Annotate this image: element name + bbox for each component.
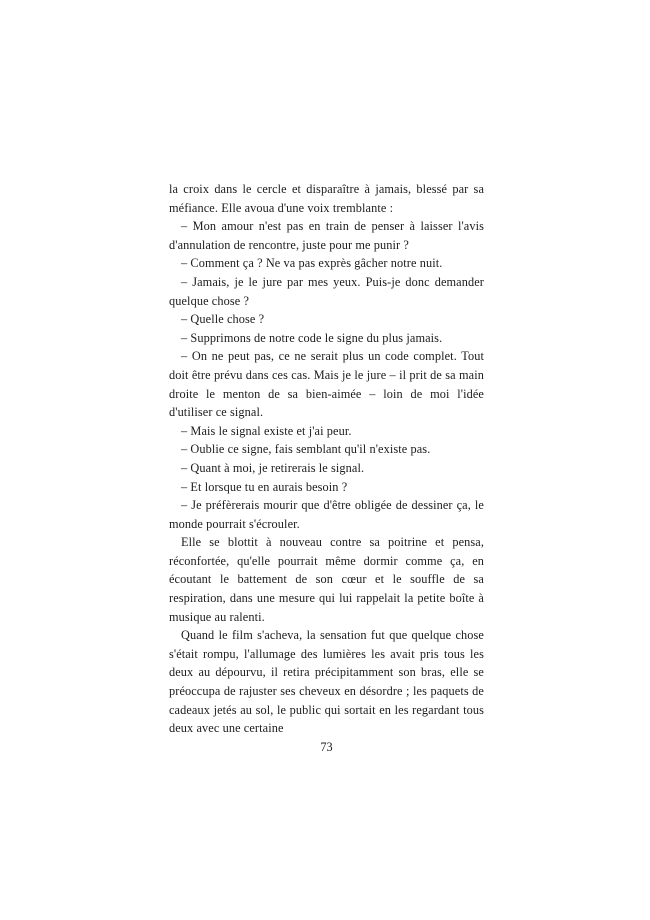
paragraph: la croix dans le cercle et disparaître à jamais, blessé par sa méfiance. Elle avoua d'une voix tremblante : [169, 182, 484, 215]
dialogue-line: – Quelle chose ? [181, 312, 265, 327]
body-text [169, 180, 484, 738]
dialogue-line: – On ne peut pas, ce ne serait plus un code complet. Tout doit être prévu dans ces cas. Mais je le jure – il prit de sa main droite le menton de sa bien-aimée – loin de moi l'idée d'utiliser ce signal. [169, 349, 484, 420]
dialogue-line: – Jamais, je le jure par mes yeux. Puis-je donc demander quelque chose ? [169, 274, 484, 308]
dialogue-line: – Supprimons de notre code le signe du plus jamais. [181, 330, 443, 345]
dialogue-line: – Je préfèrerais mourir que d'être obligée de dessiner ça, le monde pourrait s'écrouler. [169, 498, 484, 531]
dialogue-line: – Et lorsque tu en aurais besoin ? [181, 479, 348, 494]
paragraph: Quand le film s'acheva, la sensation fut que quelque chose s'était rompu, l'allumage des lumières les avait pris tous les deux au dépourvu, il retira précipitamment son bras, elle se préoccupa de rajuster ses cheveux en désordre ; les paquets de cadeaux jetés au sol, le public qui sortait en les regardant tous deux avec une certaine [169, 628, 484, 736]
dialogue-line: – Quant à moi, je retirerais le signal. [181, 460, 365, 475]
dialogue-line: – Oublie ce signe, fais semblant qu'il n'existe pas. [181, 442, 431, 457]
dialogue-line: – Mon amour n'est pas en train de penser à laisser l'avis d'annulation de rencontre, juste pour me punir ? [169, 219, 484, 252]
page-number: 73 [320, 740, 333, 754]
dialogue-line: – Mais le signal existe et j'ai peur. [181, 423, 352, 438]
paragraph: Elle se blottit à nouveau contre sa poitrine et pensa, réconfortée, qu'elle pourrait même dormir comme ça, en écoutant le battement de son cœur et le souffle de sa respiration, dans une mesure qui lui rappelait la petite boîte à musique au ralenti. [169, 535, 484, 624]
dialogue-line: – Comment ça ? Ne va pas exprès gâcher notre nuit. [181, 256, 443, 271]
